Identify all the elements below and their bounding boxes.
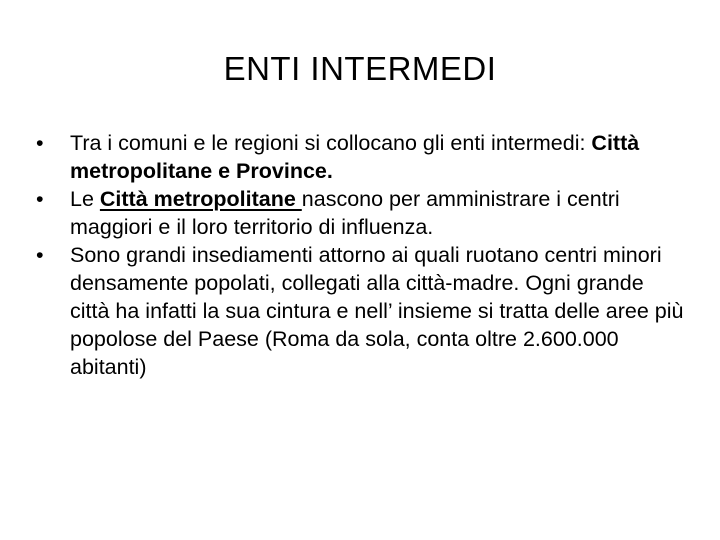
bullet-text: Le xyxy=(70,187,100,211)
bullet-marker: • xyxy=(36,243,44,267)
bullet-text: Tra i comuni e le regioni si collocano gli enti intermedi: xyxy=(70,131,592,155)
bullet-text: Sono grandi insediamenti attorno ai quali ruotano centri minori densamente popolati, collegati alla città-madre. Ogni grande città ha infatti la sua cintura e nell’ insieme si tratta delle aree più popolose del Paese (Roma da sola, conta oltre 2.600.000 abitanti) xyxy=(70,243,684,379)
bullet-text: nascono per amministrare i centri maggiori e il loro territorio di influenza. xyxy=(70,187,620,239)
bullet-item-grandi-insediamenti xyxy=(36,241,686,381)
bullet-item-enti-intermedi xyxy=(36,129,686,185)
bullet-list xyxy=(36,129,686,381)
slide-title: ENTI INTERMEDI xyxy=(223,50,497,87)
bullet-item-citta-metropolitane xyxy=(36,185,686,241)
bullet-marker: • xyxy=(36,187,44,211)
bullet-bold-text: Città metropolitane e Province. xyxy=(70,131,640,183)
bullet-marker: • xyxy=(36,131,44,155)
bullet-underlined-bold-text: Città metropolitane xyxy=(99,187,302,211)
